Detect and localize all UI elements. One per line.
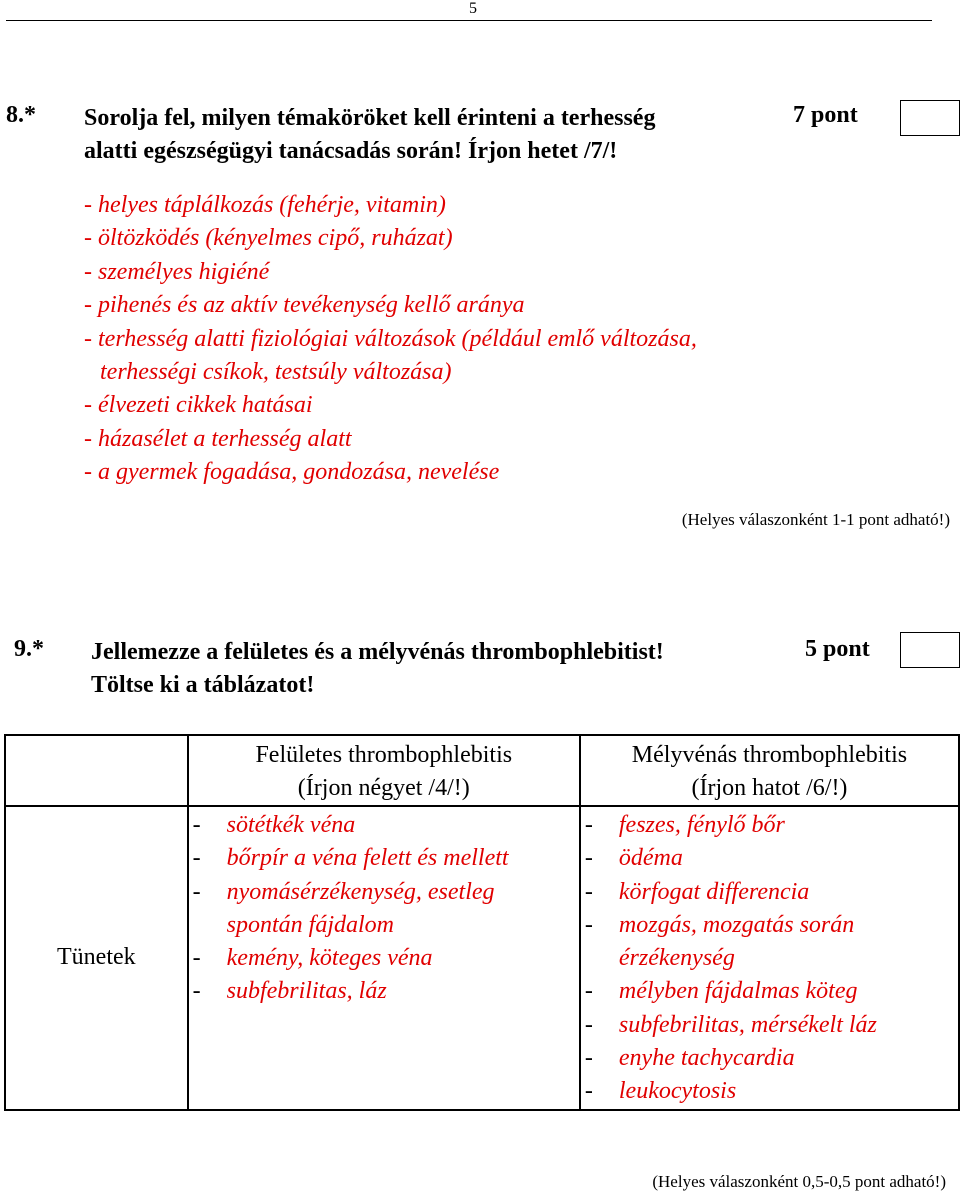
col-header-superficial bbox=[188, 735, 580, 806]
q8-points: 7 pont bbox=[793, 102, 858, 128]
q8-answer: - a gyermek fogadása, gondozása, nevelése bbox=[84, 459, 500, 486]
q8-answer: - élvezeti cikkek hatásai bbox=[84, 392, 313, 419]
q8-number: 8.* bbox=[6, 102, 36, 128]
list-item: - körfogat differencia bbox=[584, 878, 810, 905]
list-item: - nyomásérzékenység, esetleg spontán fájdalom bbox=[192, 878, 495, 938]
list-item: - leukocytosis bbox=[584, 1078, 737, 1105]
col2-subtitle: (Írjon hatot /6/!) bbox=[691, 775, 848, 801]
col1-title: Felületes thrombophlebitis bbox=[255, 742, 513, 768]
row-label-symptoms: Tünetek bbox=[5, 806, 188, 1110]
list-item: - ödéma bbox=[584, 845, 683, 872]
q8-question-line2: alatti egészségügyi tanácsadás során! Írjon hetet /7/! bbox=[84, 138, 618, 164]
q8-answer: - terhesség alatti fiziológiai változások (például emlő változása, bbox=[84, 325, 697, 352]
list-item: - subfebrilitas, mérsékelt láz bbox=[584, 1011, 877, 1038]
q8-answer-list bbox=[84, 189, 697, 490]
q8-answer: - pihenés és az aktív tevékenység kellő aránya bbox=[84, 292, 525, 319]
q8-answer: - házasélet a terhesség alatt bbox=[84, 425, 352, 452]
q8-answer-continuation: terhességi csíkok, testsúly változása) bbox=[100, 359, 452, 386]
list-item: - feszes, fénylő bőr bbox=[584, 812, 785, 838]
superficial-symptoms-cell bbox=[188, 806, 580, 1110]
col-header-deep bbox=[580, 735, 959, 806]
q9-number: 9.* bbox=[14, 636, 44, 662]
q8-answer: - öltözködés (kényelmes cipő, ruházat) bbox=[84, 225, 453, 252]
q8-answer: - személyes higiéné bbox=[84, 258, 270, 285]
list-item: - enyhe tachycardia bbox=[584, 1045, 795, 1072]
col2-title: Mélyvénás thrombophlebitis bbox=[631, 742, 908, 768]
q8-answer: - helyes táplálkozás (fehérje, vitamin) bbox=[84, 192, 446, 218]
q9-score-box[interactable] bbox=[900, 632, 960, 668]
q8-score-box[interactable] bbox=[900, 100, 960, 136]
list-item: - mélyben fájdalmas köteg bbox=[584, 978, 858, 1005]
q8-scoring-note: (Helyes válaszonként 1-1 pont adható!) bbox=[681, 510, 950, 529]
table-corner-cell bbox=[5, 735, 188, 806]
table-row-symptoms bbox=[5, 806, 959, 1110]
page-number: 5 bbox=[469, 0, 477, 17]
q9-scoring-note: (Helyes válaszonként 0,5-0,5 pont adható!) bbox=[652, 1172, 946, 1191]
table-header-row bbox=[5, 735, 959, 806]
list-item: - sötétkék véna bbox=[192, 812, 356, 838]
deep-symptoms-cell bbox=[580, 806, 959, 1110]
list-item: - mozgás, mozgatás során érzékenység bbox=[584, 911, 855, 972]
list-item: - kemény, köteges véna bbox=[192, 945, 433, 972]
q9-question-line2: Töltse ki a táblázatot! bbox=[91, 672, 315, 698]
thrombophlebitis-table bbox=[4, 734, 960, 1111]
list-item: - bőrpír a véna felett és mellett bbox=[192, 845, 509, 872]
list-item: - subfebrilitas, láz bbox=[192, 978, 387, 1005]
q9-points: 5 pont bbox=[805, 636, 870, 662]
col1-subtitle: (Írjon négyet /4/!) bbox=[297, 775, 470, 801]
header-rule bbox=[6, 20, 932, 21]
q9-question-line1: Jellemezze a felületes és a mélyvénás thrombophlebitist! bbox=[91, 639, 664, 665]
q8-question-line1: Sorolja fel, milyen témaköröket kell érinteni a terhesség bbox=[84, 105, 656, 131]
